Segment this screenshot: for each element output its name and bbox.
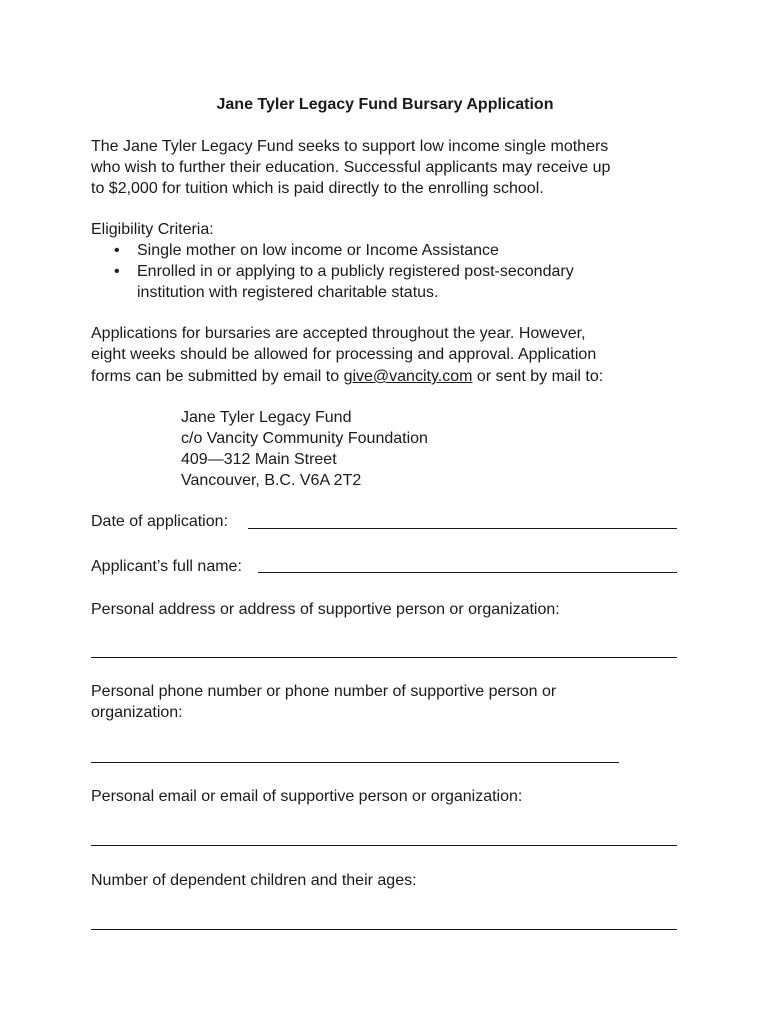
eligibility-item-1: Single mother on low income or Income Assistance: [137, 242, 499, 259]
submission-line-3: [91, 366, 603, 387]
eligibility-heading: Eligibility Criteria:: [91, 221, 214, 238]
personal-address-label: Personal address or address of supportive person or organization:: [91, 601, 560, 618]
personal-address-field[interactable]: [91, 657, 677, 658]
dependent-children-field[interactable]: [91, 929, 677, 930]
date-of-application-field[interactable]: [248, 528, 677, 529]
personal-email-field[interactable]: [91, 845, 677, 846]
personal-phone-field[interactable]: [91, 762, 619, 763]
intro-line-2: who wish to further their education. Successful applicants may receive up: [91, 159, 611, 176]
applicant-full-name-field[interactable]: [258, 572, 677, 573]
mailing-address-line-2: c/o Vancity Community Foundation: [181, 430, 428, 447]
document-title: Jane Tyler Legacy Fund Bursary Application: [216, 96, 554, 113]
submission-line-3-suffix: or sent by mail to:: [472, 368, 604, 385]
dependent-children-label: Number of dependent children and their ages:: [91, 872, 417, 889]
submission-line-3-prefix: forms can be submitted by email to: [91, 368, 344, 385]
intro-line-1: The Jane Tyler Legacy Fund seeks to support low income single mothers: [91, 138, 609, 155]
personal-phone-label-line-2: organization:: [91, 704, 183, 721]
bullet-icon: •: [114, 242, 120, 259]
personal-phone-label-line-1: Personal phone number or phone number of supportive person or: [91, 683, 557, 700]
bullet-icon: •: [114, 263, 120, 280]
applicant-full-name-label: Applicant’s full name:: [91, 558, 242, 575]
submission-line-2: eight weeks should be allowed for processing and approval. Application: [91, 346, 597, 363]
eligibility-item-2-continued: institution with registered charitable status.: [137, 284, 439, 301]
personal-email-label: Personal email or email of supportive person or organization:: [91, 788, 523, 805]
mailing-address-line-1: Jane Tyler Legacy Fund: [181, 409, 352, 426]
submission-line-1: Applications for bursaries are accepted throughout the year. However,: [91, 325, 586, 342]
mailing-address-line-4: Vancouver, B.C. V6A 2T2: [181, 472, 362, 489]
mailing-address-line-3: 409—312 Main Street: [181, 451, 337, 468]
intro-line-3: to $2,000 for tuition which is paid directly to the enrolling school.: [91, 180, 544, 197]
date-of-application-label: Date of application:: [91, 513, 228, 530]
email-link[interactable]: give@vancity.com: [343, 368, 473, 385]
eligibility-item-2: Enrolled in or applying to a publicly registered post-secondary: [137, 263, 574, 280]
